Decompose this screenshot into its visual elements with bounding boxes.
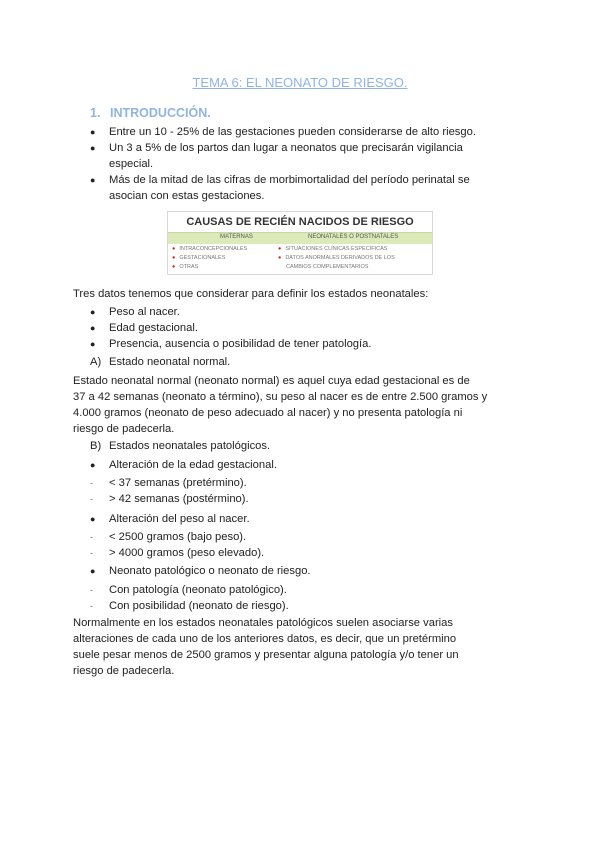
table-row: ● GESTACIONALES xyxy=(172,255,226,261)
section-label: INTRODUCCIÓN. xyxy=(110,106,211,120)
subsection-label: Estados neonatales patológicos. xyxy=(109,440,271,452)
subsection-label: Estado neonatal normal. xyxy=(109,356,231,368)
table-row: ● INTRACONCEPCIONALES xyxy=(172,246,248,252)
dash-icon: - xyxy=(90,494,93,504)
paragraph-line: riesgo de padecerla. xyxy=(73,423,175,435)
list-item-text: Edad gestacional. xyxy=(109,322,198,334)
paragraph-line: Normalmente en los estados neonatales patológicos suelen asociarse varias xyxy=(73,617,453,629)
sub-list-item xyxy=(90,475,247,491)
sub-list-item-text: > 42 semanas (postérmino). xyxy=(109,493,249,505)
bullet-icon: ● xyxy=(90,339,96,349)
subsection-b xyxy=(90,438,271,454)
list-item xyxy=(90,457,277,473)
sub-list-item-text: Con patología (neonato patológico). xyxy=(109,584,287,596)
table-row: ● OTRAS xyxy=(172,264,199,270)
table-bullet-icon: ● xyxy=(278,246,282,252)
causes-table xyxy=(167,211,433,275)
list-item-text: Más de la mitad de las cifras de morbimortalidad del período perinatal se xyxy=(109,174,470,186)
bullet-icon: ● xyxy=(90,175,96,185)
bullet-icon: ● xyxy=(90,460,96,470)
dash-icon: - xyxy=(90,601,93,611)
list-item xyxy=(90,336,372,352)
table-bullet-icon: ● xyxy=(172,246,176,252)
bullet-icon: ● xyxy=(90,127,96,137)
paragraph-line: suele pesar menos de 2500 gramos y presentar alguna patología y/o tener un xyxy=(73,649,459,661)
table-bullet-icon: ● xyxy=(172,255,176,261)
bullet-icon: ● xyxy=(90,514,96,524)
table-bullet-icon: ● xyxy=(172,264,176,270)
dash-icon: - xyxy=(90,585,93,595)
list-item-continuation: asocian con estas gestaciones. xyxy=(109,190,265,202)
paragraph-line: 4.000 gramos (neonato de peso adecuado al nacer) y no presenta patología ni xyxy=(73,407,463,419)
list-item-text: Un 3 a 5% de los partos dan lugar a neonatos que precisarán vigilancia xyxy=(109,142,463,154)
sub-list-item-text: > 4000 gramos (peso elevado). xyxy=(109,547,265,559)
section-number: 1. xyxy=(90,106,101,120)
sub-list-item xyxy=(90,491,249,507)
paragraph-line: alteraciones de cada uno de los anteriores datos, es decir, que un pretérmino xyxy=(73,633,457,645)
sub-list-item xyxy=(90,582,287,598)
paragraph-tres-datos: Tres datos tenemos que considerar para definir los estados neonatales: xyxy=(73,288,429,300)
table-col-maternas: MATERNAS xyxy=(220,234,253,240)
list-item-text: Peso al nacer. xyxy=(109,306,180,318)
list-item xyxy=(90,124,476,140)
table-row: ● DATOS ANORMALES DERIVADOS DE LOS xyxy=(278,255,395,261)
list-item xyxy=(90,304,180,320)
list-item xyxy=(90,563,311,579)
dash-icon: - xyxy=(90,548,93,558)
list-item-text: Alteración del peso al nacer. xyxy=(109,513,250,525)
paragraph-line: Estado neonatal normal (neonato normal) es aquel cuya edad gestacional es de xyxy=(73,375,470,387)
sub-list-item xyxy=(90,598,289,614)
table-row: ● SITUACIONES CLÍNICAS ESPECÍFICAS xyxy=(278,246,388,252)
table-row: CAMBIOS COMPLEMENTARIOS xyxy=(286,264,369,270)
sub-list-item-text: < 2500 gramos (bajo peso). xyxy=(109,531,247,543)
bullet-icon: ● xyxy=(90,566,96,576)
bullet-icon: ● xyxy=(90,143,96,153)
table-bullet-icon: ● xyxy=(278,255,282,261)
list-item-text: Neonato patológico o neonato de riesgo. xyxy=(109,565,311,577)
sub-list-item xyxy=(90,529,247,545)
list-item xyxy=(90,320,198,336)
dash-icon: - xyxy=(90,532,93,542)
sub-list-item-text: Con posibilidad (neonato de riesgo). xyxy=(109,600,289,612)
bullet-icon: ● xyxy=(90,323,96,333)
list-item-text: Entre un 10 - 25% de las gestaciones pueden considerarse de alto riesgo. xyxy=(109,126,476,138)
list-item-text: Alteración de la edad gestacional. xyxy=(109,459,277,471)
paragraph-line: riesgo de padecerla. xyxy=(73,665,175,677)
section-heading-introduccion xyxy=(90,106,211,120)
table-col-neonatales: NEONATALES O POSTNATALES xyxy=(308,234,399,240)
list-item xyxy=(90,140,463,156)
list-item xyxy=(90,511,250,527)
page-title: TEMA 6: EL NEONATO DE RIESGO. xyxy=(192,75,408,90)
subsection-marker: A) xyxy=(90,356,102,368)
bullet-icon: ● xyxy=(90,307,96,317)
subsection-marker: B) xyxy=(90,440,102,452)
subsection-a xyxy=(90,354,231,370)
list-item xyxy=(90,172,470,188)
table-subheader xyxy=(168,233,432,244)
sub-list-item xyxy=(90,545,265,561)
table-title: CAUSAS DE RECIÉN NACIDOS DE RIESGO xyxy=(168,212,432,233)
sub-list-item-text: < 37 semanas (pretérmino). xyxy=(109,477,247,489)
list-item-text: Presencia, ausencia o posibilidad de tener patología. xyxy=(109,338,372,350)
paragraph-line: 37 a 42 semanas (neonato a término), su peso al nacer es de entre 2.500 gramos y xyxy=(73,391,488,403)
list-item-continuation: especial. xyxy=(109,158,154,170)
dash-icon: - xyxy=(90,478,93,488)
